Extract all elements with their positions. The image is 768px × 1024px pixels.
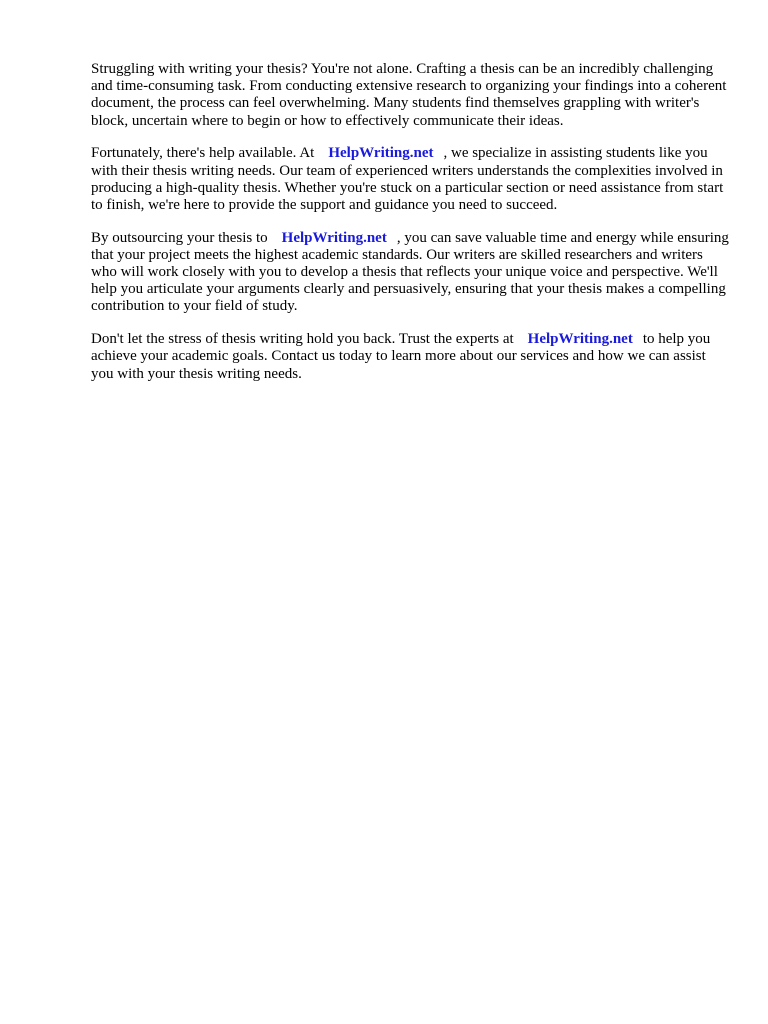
paragraph-text-before-link: Don't let the stress of thesis writing hold you back. Trust the experts at xyxy=(91,331,514,348)
paragraph-help-available xyxy=(91,145,731,214)
helpwriting-link[interactable]: HelpWriting.net xyxy=(527,331,633,348)
paragraph-text-before-link: By outsourcing your thesis to xyxy=(91,229,268,246)
paragraph-text-after-link: , you can save valuable time and energy while ensuring that your project meets the highest academic standards. Our writers are skilled researchers and writers who will work closely with you to develop a thesis that reflects your unique voice and perspective. We'll help you articulate your arguments clearly and persuasively, ensuring that your thesis makes a compelling contribution to your field of study. xyxy=(91,229,729,315)
intro-text: Struggling with writing your thesis? You're not alone. Crafting a thesis can be an incredibly challenging and time-consuming task. From conducting extensive research to organizing your findings into a coherent document, the process can feel overwhelming. Many students find themselves grappling with writer's block, uncertain where to begin or how to effectively communicate their ideas. xyxy=(91,61,727,129)
paragraph-call-to-action xyxy=(91,331,731,383)
paragraph-intro xyxy=(91,61,731,130)
helpwriting-link[interactable]: HelpWriting.net xyxy=(328,145,434,162)
paragraph-outsourcing xyxy=(91,230,731,316)
paragraph-text-after-link: , we specialize in assisting students like you with their thesis writing needs. Our team of experienced writers understands the complexities involved in producing a high-quality thesis. Whether you're stuck on a particular section or need assistance from start to finish, we're here to provide the support and guidance you need to succeed. xyxy=(91,145,724,213)
document-page xyxy=(91,61,731,398)
helpwriting-link[interactable]: HelpWriting.net xyxy=(281,229,387,246)
paragraph-text-after-link: to help you achieve your academic goals. Contact us today to learn more about our services and how we can assist you with your thesis writing needs. xyxy=(91,331,711,382)
paragraph-text-before-link: Fortunately, there's help available. At xyxy=(91,145,315,162)
